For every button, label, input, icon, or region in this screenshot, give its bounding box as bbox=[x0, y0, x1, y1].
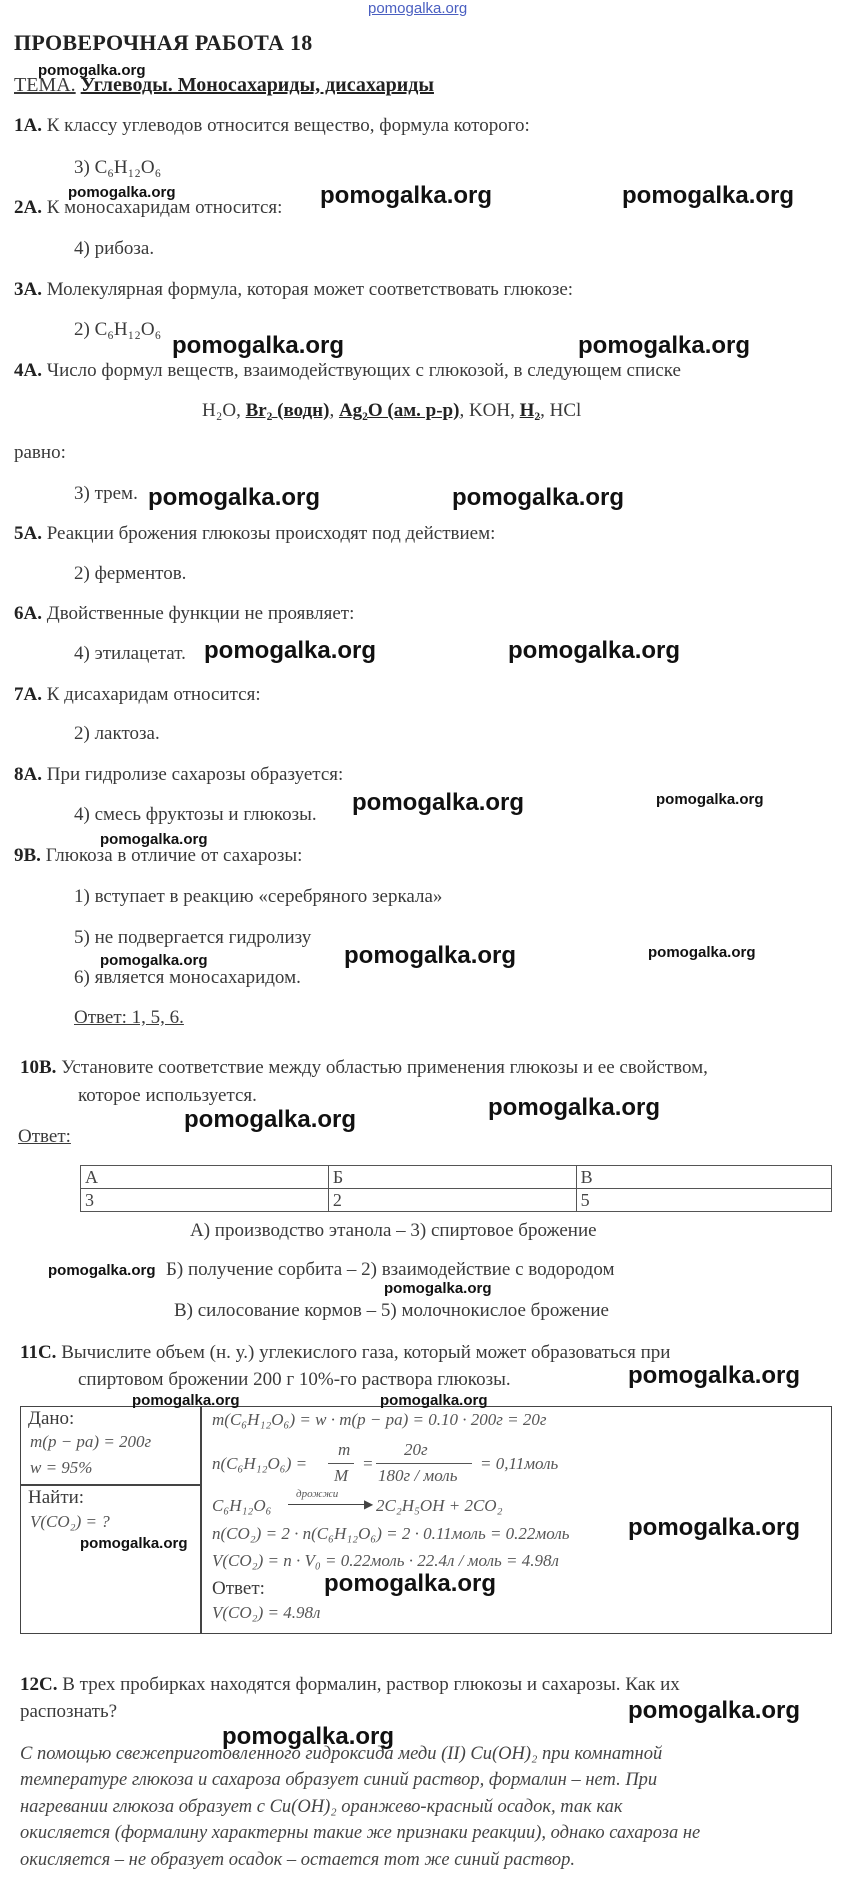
solution-step-5: V(CO₂) = n · V₀ = 0.22моль · 22.4л / моль = 4.98л bbox=[212, 1551, 559, 1570]
table-header: Б bbox=[328, 1166, 576, 1189]
question-9 bbox=[14, 845, 302, 867]
answer-8: 4) смесь фруктозы и глюкозы. bbox=[74, 804, 317, 825]
match-line-c: В) силосование кормов – 5) молочнокислое брожение bbox=[174, 1300, 609, 1321]
solution-answer: V(CO₂) = 4.98л bbox=[212, 1603, 321, 1622]
watermark: pomogalka.org bbox=[148, 484, 321, 511]
answer-1: 3) C₆H₁₂O₆ bbox=[74, 157, 162, 178]
topic-prefix: ТЕМА. bbox=[14, 74, 76, 96]
question-text: Глюкоза в отличие от сахарозы: bbox=[45, 845, 303, 866]
question-8 bbox=[14, 764, 343, 786]
table-cell: 2 bbox=[328, 1189, 576, 1212]
watermark: pomogalka.org bbox=[204, 637, 377, 664]
answer-2: 4) рибоза. bbox=[74, 238, 155, 259]
watermark: pomogalka.org bbox=[452, 484, 625, 511]
watermark: pomogalka.org bbox=[384, 1280, 492, 1297]
watermark: pomogalka.org bbox=[628, 1697, 801, 1724]
match-line-a: А) производство этанола – 3) спиртовое брожение bbox=[190, 1220, 597, 1241]
question-12 bbox=[20, 1674, 680, 1696]
watermark: pomogalka.org bbox=[488, 1094, 661, 1121]
watermark: pomogalka.org bbox=[380, 1392, 488, 1409]
watermark: pomogalka.org bbox=[648, 944, 756, 961]
fraction-num-2: 20г bbox=[404, 1440, 428, 1459]
page-title: ПРОВЕРОЧНАЯ РАБОТА 18 bbox=[14, 30, 313, 55]
reaction-left: C₆H₁₂O₆ bbox=[212, 1496, 272, 1515]
question-text: Число формул веществ, взаимодействующих с глюкозой, в следующем списке bbox=[46, 360, 681, 381]
question-number: 7А. bbox=[14, 684, 42, 705]
watermark: pomogalka.org bbox=[68, 184, 176, 201]
watermark: pomogalka.org bbox=[628, 1362, 801, 1389]
find-label: Найти: bbox=[28, 1487, 85, 1508]
watermark: pomogalka.org bbox=[172, 332, 345, 359]
question-4-tail: равно: bbox=[14, 442, 66, 463]
question-1 bbox=[14, 115, 530, 137]
watermark: pomogalka.org bbox=[100, 831, 208, 848]
reaction-arrow bbox=[288, 1504, 370, 1505]
substance-ag2o: Ag₂O (ам. р-р) bbox=[338, 400, 460, 421]
question-number: 9В. bbox=[14, 845, 41, 866]
solution-divider bbox=[200, 1406, 202, 1634]
watermark: pomogalka.org bbox=[184, 1106, 357, 1133]
table-row bbox=[81, 1189, 832, 1212]
answer-4: 3) трем. bbox=[74, 483, 138, 504]
option-5: 5) не подвергается гидролизу bbox=[74, 927, 312, 948]
match-line-b: Б) получение сорбита – 2) взаимодействие с водородом bbox=[166, 1259, 615, 1280]
substance-koh: , KOH, bbox=[459, 400, 515, 421]
question-3 bbox=[14, 279, 573, 301]
question-7 bbox=[14, 684, 261, 706]
question-6 bbox=[14, 603, 354, 625]
table-cell: 5 bbox=[576, 1189, 831, 1212]
table-cell: 3 bbox=[81, 1189, 329, 1212]
question-text: К классу углеводов относится вещество, формула которого: bbox=[46, 115, 530, 136]
fraction-den-2: 180г / моль bbox=[378, 1466, 458, 1485]
equals-sign: = bbox=[362, 1454, 374, 1473]
reaction-condition: дрожжи bbox=[296, 1488, 339, 1500]
question-number: 8А. bbox=[14, 764, 42, 785]
find-value: V(CO₂) = ? bbox=[30, 1512, 110, 1531]
watermark: pomogalka.org bbox=[324, 1570, 497, 1597]
fraction-bar-1 bbox=[328, 1463, 354, 1464]
solution-step-1: m(C₆H₁₂O₆) = w · m(p − pa) = 0.10 · 200г = 20г bbox=[212, 1410, 547, 1429]
watermark: pomogalka.org bbox=[622, 182, 795, 209]
answer-5: 2) ферментов. bbox=[74, 563, 187, 584]
watermark: pomogalka.org bbox=[100, 952, 208, 969]
watermark: pomogalka.org bbox=[320, 182, 493, 209]
answer-12-line: окисляется (формалину характерны такие же признаки реакции), однако сахароза не bbox=[20, 1823, 701, 1843]
solution-step-2a: n(C₆H₁₂O₆) = bbox=[212, 1454, 308, 1473]
substance-br2: Br₂ (водн) bbox=[245, 400, 330, 421]
question-text: К дисахаридам относится: bbox=[46, 684, 261, 705]
question-number: 6А. bbox=[14, 603, 42, 624]
question-text: Двойственные функции не проявляет: bbox=[46, 603, 355, 624]
watermark: pomogalka.org bbox=[222, 1723, 395, 1750]
question-text: При гидролизе сахарозы образуется: bbox=[46, 764, 344, 785]
watermark: pomogalka.org bbox=[352, 789, 525, 816]
answer-3: 2) C₆H₁₂O₆ bbox=[74, 319, 162, 340]
answer-12-line: температуре глюкоза и сахароза образует синий раствор, формалин – нет. При bbox=[20, 1770, 658, 1790]
question-4 bbox=[14, 360, 681, 382]
watermark: pomogalka.org bbox=[508, 637, 681, 664]
solution-step-4: n(CO₂) = 2 · n(C₆H₁₂O₆) = 2 · 0.11моль = 0.22моль bbox=[212, 1524, 570, 1543]
answer-6: 4) этилацетат. bbox=[74, 643, 186, 664]
watermark: pomogalka.org bbox=[38, 62, 146, 79]
watermark: pomogalka.org bbox=[656, 791, 764, 808]
option-6: 6) является моносахаридом. bbox=[74, 967, 301, 988]
watermark: pomogalka.org bbox=[80, 1535, 188, 1552]
topic-text: Углеводы. Моносахариды, дисахариды bbox=[80, 74, 434, 96]
table-header: В bbox=[576, 1166, 831, 1189]
fraction-den-1: M bbox=[334, 1466, 349, 1485]
question-number: 5А. bbox=[14, 523, 42, 544]
question-number: 4А. bbox=[14, 360, 42, 381]
answer-table bbox=[80, 1165, 832, 1212]
question-number: 10В. bbox=[20, 1057, 57, 1078]
watermark: pomogalka.org bbox=[132, 1392, 240, 1409]
question-number: 12С. bbox=[20, 1674, 58, 1695]
answer-7: 2) лактоза. bbox=[74, 723, 160, 744]
watermark: pomogalka.org bbox=[628, 1514, 801, 1541]
question-12-line2: распознать? bbox=[20, 1701, 118, 1722]
option-1: 1) вступает в реакцию «серебряного зеркала» bbox=[74, 886, 443, 907]
reaction-right: 2C₂H₅OH + 2CO₂ bbox=[376, 1496, 503, 1515]
given-divider bbox=[20, 1484, 201, 1486]
question-text: Реакции брожения глюкозы происходят под действием: bbox=[46, 523, 496, 544]
answer-label: Ответ: bbox=[18, 1126, 71, 1147]
answer-12-line: нагревании глюкоза образует с Cu(OH)₂ оранжево-красный осадок, так как bbox=[20, 1797, 623, 1817]
substance-hcl: , HCl bbox=[540, 400, 582, 421]
watermark: pomogalka.org bbox=[48, 1262, 156, 1279]
fraction-num-1: m bbox=[338, 1440, 351, 1459]
question-text: В трех пробирках находятся формалин, раствор глюкозы и сахарозы. Как их bbox=[62, 1674, 680, 1695]
answer-12-line: С помощью свежеприготовленного гидроксида меди (II) Cu(OH)₂ при комнатной bbox=[20, 1744, 663, 1764]
question-number: 3А. bbox=[14, 279, 42, 300]
question-11 bbox=[20, 1342, 670, 1364]
arrow-head-icon: ▶ bbox=[364, 1497, 374, 1511]
table-header-row bbox=[81, 1166, 832, 1189]
substance-list: H₂O, Br₂ (водн), Ag₂O (ам. р-р), KOH, H₂, HCl bbox=[202, 400, 582, 421]
answer-12-line: окисляется – не образует осадок – остается тот же синий раствор. bbox=[20, 1850, 575, 1870]
question-10 bbox=[20, 1057, 708, 1079]
question-text: Молекулярная формула, которая может соответствовать глюкозе: bbox=[46, 279, 574, 300]
question-10-line2: которое используется. bbox=[78, 1085, 257, 1106]
question-number: 11С. bbox=[20, 1342, 57, 1363]
substance-h2: H₂ bbox=[519, 400, 541, 421]
site-link-top[interactable]: pomogalka.org bbox=[368, 0, 468, 17]
question-number: 1А. bbox=[14, 115, 42, 136]
answer-9: Ответ: 1, 5, 6. bbox=[74, 1007, 184, 1028]
question-text: К моносахаридам относится: bbox=[46, 197, 283, 218]
watermark: pomogalka.org bbox=[578, 332, 751, 359]
fraction-bar-2 bbox=[376, 1463, 472, 1464]
watermark: pomogalka.org bbox=[344, 942, 517, 969]
question-text: Вычислите объем (н. у.) углекислого газа, который может образоваться при bbox=[61, 1342, 671, 1363]
given-label: Дано: bbox=[28, 1408, 75, 1429]
question-11-line2: спиртовом брожении 200 г 10%-го раствора глюкозы. bbox=[78, 1369, 511, 1390]
table-header: А bbox=[81, 1166, 329, 1189]
question-text: Установите соответствие между областью применения глюкозы и ее свойством, bbox=[61, 1057, 708, 1078]
given-fraction: w = 95% bbox=[30, 1458, 93, 1477]
question-5 bbox=[14, 523, 495, 545]
solution-answer-label: Ответ: bbox=[212, 1578, 265, 1599]
solution-step-2b: = 0,11моль bbox=[480, 1454, 559, 1473]
question-number: 2А. bbox=[14, 197, 42, 218]
substance-h2o: H₂O, bbox=[202, 400, 241, 421]
given-mass: m(p − pa) = 200г bbox=[30, 1432, 152, 1451]
